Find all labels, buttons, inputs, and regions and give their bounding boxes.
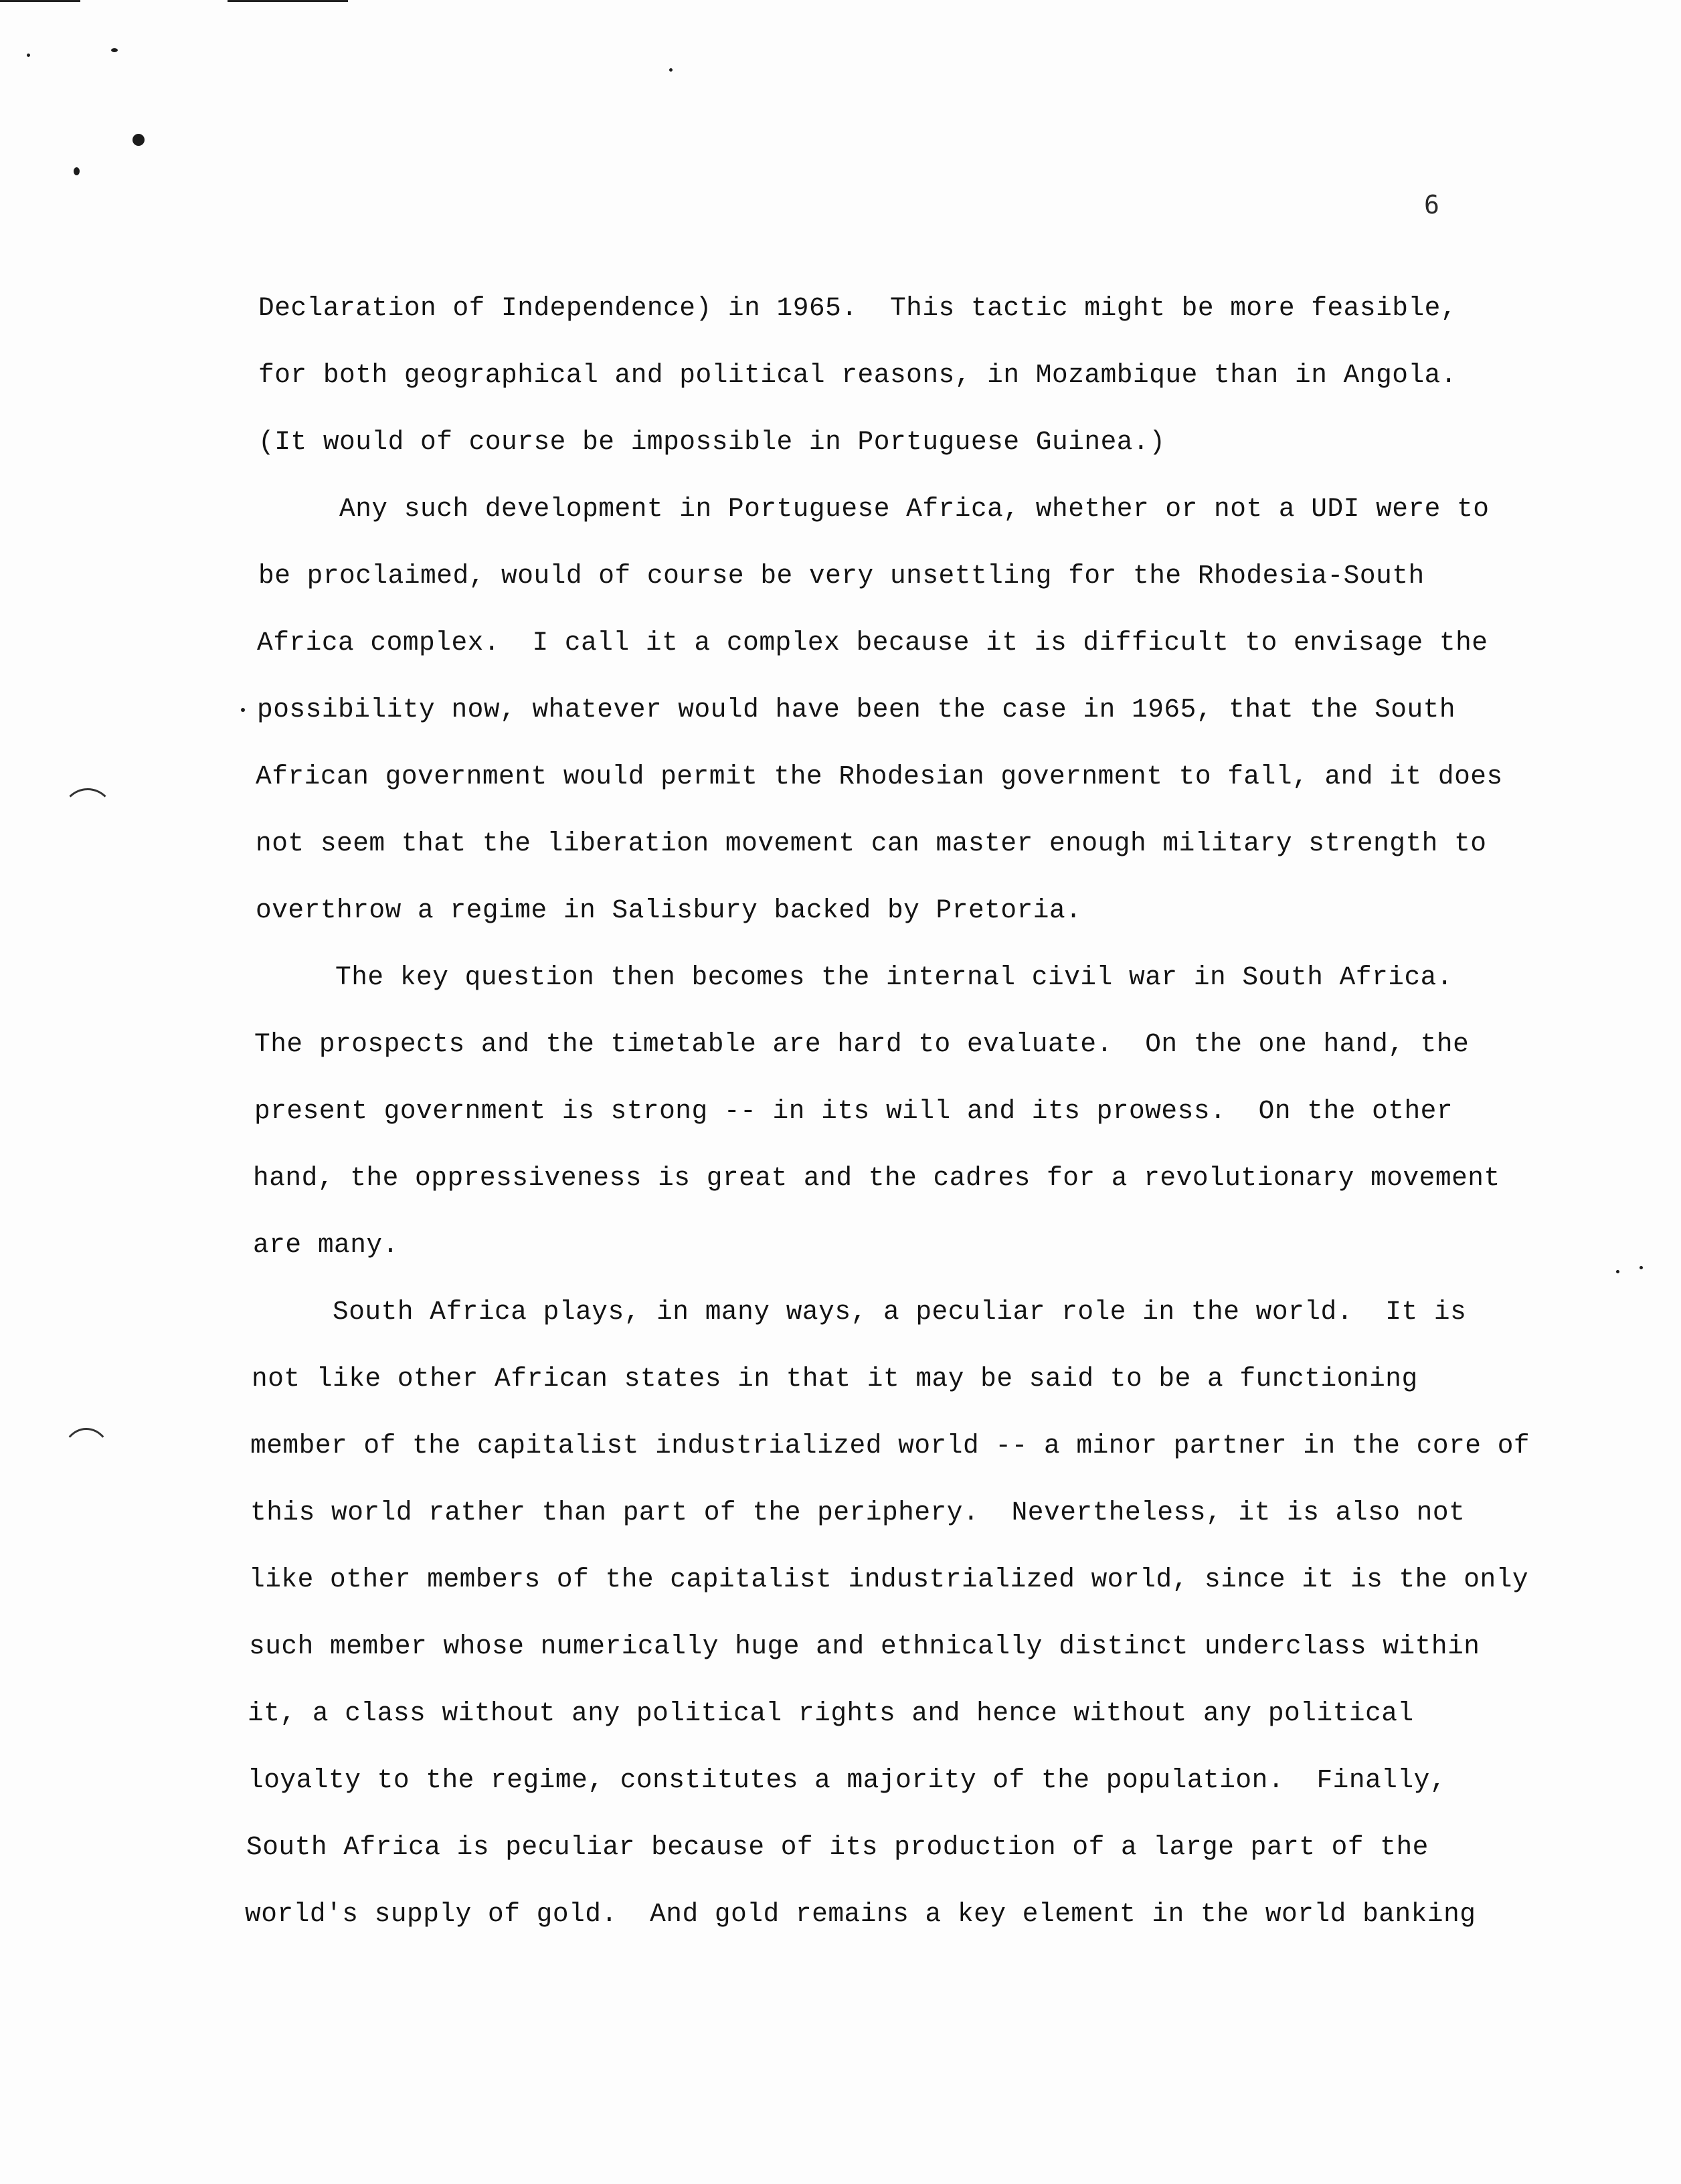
scan-speck <box>111 48 118 52</box>
body-text-line: this world rather than part of the periphery. Nevertheless, it is also not <box>250 1497 1466 1528</box>
body-text-line: hand, the oppressiveness is great and the cadres for a revolutionary movement <box>253 1163 1500 1193</box>
scan-speck <box>241 708 245 712</box>
scan-edge-mark <box>228 0 348 2</box>
body-text-line: (It would of course be impossible in Portuguese Guinea.) <box>258 427 1166 457</box>
page-number: 6 <box>1424 190 1439 219</box>
body-text-line: Declaration of Independence) in 1965. This tactic might be more feasible, <box>258 293 1457 323</box>
body-text-line: South Africa plays, in many ways, a peculiar role in the world. It is <box>252 1297 1467 1327</box>
scan-speck <box>74 167 80 175</box>
punch-hole-mark <box>62 788 114 840</box>
body-text-line: The prospects and the timetable are hard to evaluate. On the one hand, the <box>254 1029 1470 1059</box>
body-text-line: African government would permit the Rhodesian government to fall, and it does <box>256 761 1503 792</box>
body-text-line: for both geographical and political reasons, in Mozambique than in Angola. <box>258 360 1457 390</box>
body-text-line: Africa complex. I call it a complex because it is difficult to envisage the <box>257 628 1488 658</box>
scan-edge-mark <box>0 0 80 2</box>
body-text-line: be proclaimed, would of course be very unsettling for the Rhodesia-South <box>258 561 1425 591</box>
body-text-line: such member whose numerically huge and ethnically distinct underclass within <box>249 1631 1480 1661</box>
body-text-line: The key question then becomes the internal civil war in South Africa. <box>254 962 1453 992</box>
body-text-line: like other members of the capitalist industrialized world, since it is the only <box>249 1564 1529 1595</box>
body-text-line: it, a class without any political rights and hence without any political <box>248 1698 1414 1728</box>
body-text-line: are many. <box>253 1230 399 1260</box>
scan-speck <box>669 68 673 72</box>
scan-speck <box>1640 1266 1643 1269</box>
body-text-line: overthrow a regime in Salisbury backed by Pretoria. <box>256 895 1082 925</box>
body-text-line: possibility now, whatever would have been the case in 1965, that the South <box>257 695 1456 725</box>
body-text-line: Any such development in Portuguese Africa, whether or not a UDI were to <box>258 494 1490 524</box>
body-text-line: not like other African states in that it may be said to be a functioning <box>252 1364 1418 1394</box>
scan-speck <box>27 54 30 57</box>
scan-speck <box>132 134 145 146</box>
body-text-line: member of the capitalist industrialized world -- a minor partner in the core of <box>250 1431 1530 1461</box>
body-text-line: world's supply of gold. And gold remains a key element in the world banking <box>245 1899 1476 1929</box>
body-text-line: not seem that the liberation movement can master enough military strength to <box>256 828 1487 858</box>
punch-hole-mark <box>60 1428 112 1492</box>
scan-speck <box>1616 1270 1619 1273</box>
body-text-line: present government is strong -- in its will and its prowess. On the other <box>254 1096 1453 1126</box>
body-text-line: loyalty to the regime, constitutes a majority of the population. Finally, <box>248 1765 1447 1795</box>
body-text-line: South Africa is peculiar because of its production of a large part of the <box>246 1832 1429 1862</box>
